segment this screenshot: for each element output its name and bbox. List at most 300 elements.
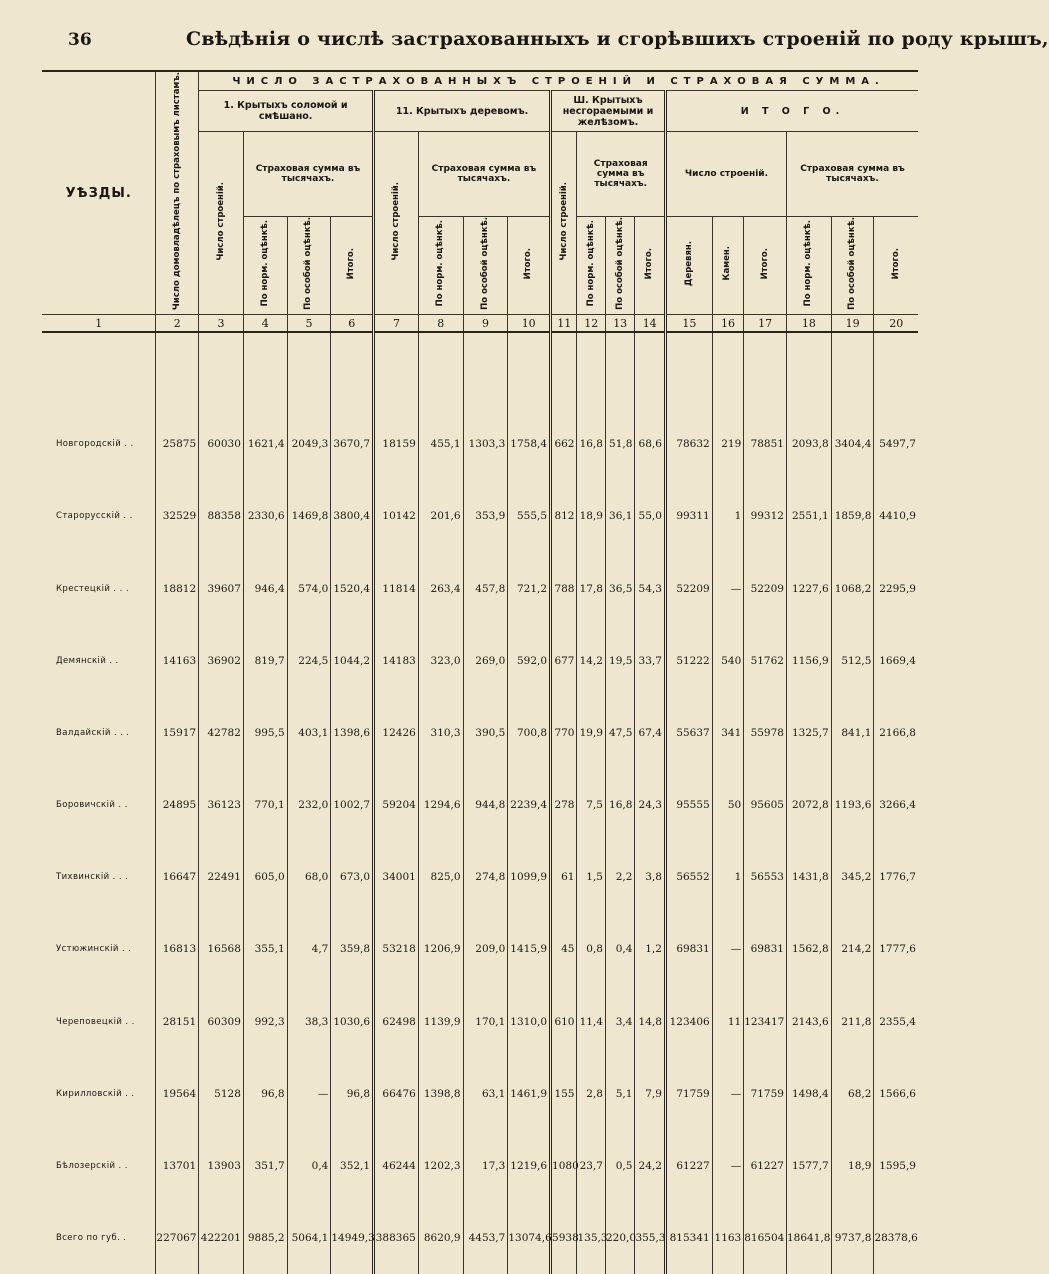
table-cell: 1206,9	[418, 913, 463, 985]
column-number: 10	[508, 315, 551, 333]
table-cell: 60030	[199, 408, 244, 480]
table-cell: 25875	[156, 408, 199, 480]
header-osob-2: По особой оцѣнкѣ.	[463, 217, 508, 315]
table-cell: 32529	[156, 480, 199, 552]
table-cell: 2143,6	[786, 986, 831, 1058]
table-cell: 50	[712, 769, 744, 841]
spacer-cell	[418, 332, 463, 408]
table-cell: 56552	[665, 841, 712, 913]
column-number: 15	[665, 315, 712, 333]
uezd-name: Череповецкій . .	[56, 1016, 135, 1027]
table-cell: 819,7	[243, 625, 287, 697]
spacer-cell	[635, 332, 666, 408]
column-number: 4	[243, 315, 287, 333]
table-cell: 1,2	[635, 913, 666, 985]
table-cell: 3800,4	[331, 480, 374, 552]
uezd-name: Кирилловскій . .	[56, 1088, 135, 1099]
table-cell: 17,8	[577, 552, 605, 624]
table-cell: 155	[551, 1058, 577, 1130]
table-cell: 2239,4	[508, 769, 551, 841]
table-cell: 1415,9	[508, 913, 551, 985]
header-norm-1: По норм. оцѣнкѣ.	[243, 217, 287, 315]
table-cell: 3404,4	[831, 408, 874, 480]
table-cell: 1202,3	[418, 1130, 463, 1202]
spacer-cell	[42, 332, 156, 408]
table-cell: 352,1	[331, 1130, 374, 1202]
table-cell: 1621,4	[243, 408, 287, 480]
table-cell: 55637	[665, 697, 712, 769]
table-cell: 1044,2	[331, 625, 374, 697]
header-norm-3: По норм. оцѣнкѣ.	[577, 217, 605, 315]
insured-buildings-table	[42, 70, 918, 1274]
table-cell: 53218	[374, 913, 419, 985]
page-title: Свѣдѣнія о числѣ застрахованныхъ и сгорѣвшихъ строеній по роду крышъ,	[186, 28, 1049, 50]
table-cell: 51222	[665, 625, 712, 697]
table-cell: —	[712, 913, 744, 985]
table-cell: 69831	[744, 913, 787, 985]
spacer-cell	[605, 332, 634, 408]
table-cell: 123417	[744, 986, 787, 1058]
table-cell: 56553	[744, 841, 787, 913]
table-cell: 45	[551, 913, 577, 985]
table-cell: 67,4	[635, 697, 666, 769]
table-cell: 11	[712, 986, 744, 1058]
table-cell: 33,7	[635, 625, 666, 697]
table-cell: 812	[551, 480, 577, 552]
table-cell: 1577,7	[786, 1130, 831, 1202]
table-cell: 351,7	[243, 1130, 287, 1202]
table-cell: 2551,1	[786, 480, 831, 552]
table-cell: 1099,9	[508, 841, 551, 913]
table-cell: 16,8	[605, 769, 634, 841]
table-cell: 96,8	[243, 1058, 287, 1130]
header-osob-3: По особой оцѣнкѣ.	[605, 217, 634, 315]
table-cell: 403,1	[287, 697, 331, 769]
table-cell: 1469,8	[287, 480, 331, 552]
table-cell: 345,2	[831, 841, 874, 913]
table-cell: 60309	[199, 986, 244, 1058]
table-cell: 219	[712, 408, 744, 480]
spacer-cell	[331, 332, 374, 408]
table-cell: 170,1	[463, 986, 508, 1058]
header-norm-total: По норм. оцѣнкѣ.	[786, 217, 831, 315]
table-cell: 42782	[199, 697, 244, 769]
header-group-iron: Ш. Крытыхъ несгораемыми и желѣзомъ.	[551, 91, 666, 132]
table-cell: 1219,6	[508, 1130, 551, 1202]
table-cell: 263,4	[418, 552, 463, 624]
header-chislo-2: Число строеній.	[374, 132, 419, 315]
spacer-cell	[744, 332, 787, 408]
table-cell: 19,9	[577, 697, 605, 769]
table-row	[42, 769, 918, 841]
table-cell: 388365	[374, 1202, 419, 1274]
table-cell: 123406	[665, 986, 712, 1058]
table-cell: 88358	[199, 480, 244, 552]
column-number: 6	[331, 315, 374, 333]
header-itogo-3: Итого.	[635, 217, 666, 315]
spacer-cell	[551, 332, 577, 408]
table-cell: 770	[551, 697, 577, 769]
header-summa-1: Страховая сумма въ тысячахъ.	[243, 132, 373, 217]
table-cell: 1859,8	[831, 480, 874, 552]
table-row	[42, 841, 918, 913]
spacer-cell	[786, 332, 831, 408]
table-row	[42, 625, 918, 697]
table-cell: 227067	[156, 1202, 199, 1274]
table-cell: 54,3	[635, 552, 666, 624]
table-cell: 555,5	[508, 480, 551, 552]
table-cell: 0,8	[577, 913, 605, 985]
table-cell: 22491	[199, 841, 244, 913]
table-cell: 341	[712, 697, 744, 769]
table-cell: —	[287, 1058, 331, 1130]
uezd-name: Крестецкій . . .	[56, 583, 129, 594]
header-itogo-1: Итого.	[331, 217, 374, 315]
table-cell: 46244	[374, 1130, 419, 1202]
table-cell: 1562,8	[786, 913, 831, 985]
uezd-name: Старорусскій . .	[56, 511, 133, 522]
table-cell: 5064,1	[287, 1202, 331, 1274]
table-cell: 1566,6	[874, 1058, 918, 1130]
spacer-cell	[874, 332, 918, 408]
table-cell: 2295,9	[874, 552, 918, 624]
column-number: 13	[605, 315, 634, 333]
table-cell: 1294,6	[418, 769, 463, 841]
table-cell: 1	[712, 841, 744, 913]
table-cell: 3,8	[635, 841, 666, 913]
table-cell: 323,0	[418, 625, 463, 697]
table-cell: 1310,0	[508, 986, 551, 1058]
table-row	[42, 697, 918, 769]
table-cell: 95605	[744, 769, 787, 841]
table-cell: 540	[712, 625, 744, 697]
table-cell: 99312	[744, 480, 787, 552]
uezd-name: Валдайскій . . .	[56, 727, 130, 738]
table-body	[42, 332, 918, 1274]
table-cell: 662	[551, 408, 577, 480]
spacer-cell	[156, 332, 199, 408]
table-cell: 355,3	[635, 1202, 666, 1274]
table-cell: 610	[551, 986, 577, 1058]
table-cell: 353,9	[463, 480, 508, 552]
table-cell: 574,0	[287, 552, 331, 624]
table-cell: 135,3	[577, 1202, 605, 1274]
column-number: 11	[551, 315, 577, 333]
column-number: 12	[577, 315, 605, 333]
table-cell: 59204	[374, 769, 419, 841]
table-cell: 2,8	[577, 1058, 605, 1130]
table-cell: 1595,9	[874, 1130, 918, 1202]
table-cell: 214,2	[831, 913, 874, 985]
table-cell: 63,1	[463, 1058, 508, 1130]
table-cell: 51762	[744, 625, 787, 697]
table-cell: 14,2	[577, 625, 605, 697]
table-cell: 28378,6	[874, 1202, 918, 1274]
uezd-name: Тихвинскій . . .	[56, 872, 129, 883]
uezd-name: Бѣлозерскій . .	[56, 1161, 128, 1172]
table-cell: 66476	[374, 1058, 419, 1130]
table-cell: 71759	[665, 1058, 712, 1130]
table-cell: 55,0	[635, 480, 666, 552]
table-cell: 0,4	[605, 913, 634, 985]
table-cell: 5,1	[605, 1058, 634, 1130]
table-cell: 224,5	[287, 625, 331, 697]
table-cell: 677	[551, 625, 577, 697]
table-cell: 18641,8	[786, 1202, 831, 1274]
table-cell: 36,1	[605, 480, 634, 552]
table-cell: 1193,6	[831, 769, 874, 841]
header-norm-2: По норм. оцѣнкѣ.	[418, 217, 463, 315]
table-cell: 15917	[156, 697, 199, 769]
table-cell: 2166,8	[874, 697, 918, 769]
table-cell: —	[712, 1130, 744, 1202]
table-cell: 5938	[551, 1202, 577, 1274]
spacer-cell	[508, 332, 551, 408]
table-cell: 0,4	[287, 1130, 331, 1202]
table-cell: 36123	[199, 769, 244, 841]
column-number: 18	[786, 315, 831, 333]
table-cell: 944,8	[463, 769, 508, 841]
table-cell: 816504	[744, 1202, 787, 1274]
table-cell: 14163	[156, 625, 199, 697]
table-cell: 788	[551, 552, 577, 624]
table-cell: 8620,9	[418, 1202, 463, 1274]
header-osob-total: По особой оцѣнкѣ.	[831, 217, 874, 315]
header-kamen: Камен.	[712, 217, 744, 315]
table-cell: 24895	[156, 769, 199, 841]
table-cell: 673,0	[331, 841, 374, 913]
table-cell: 841,1	[831, 697, 874, 769]
table-cell: 592,0	[508, 625, 551, 697]
table-cell: 68,6	[635, 408, 666, 480]
table-cell: 16,8	[577, 408, 605, 480]
table-cell: 1227,6	[786, 552, 831, 624]
table-cell: 14,8	[635, 986, 666, 1058]
table-cell: 1080	[551, 1130, 577, 1202]
table-cell: 78851	[744, 408, 787, 480]
table-cell: 457,8	[463, 552, 508, 624]
table-cell: 36902	[199, 625, 244, 697]
table-cell: 1398,8	[418, 1058, 463, 1130]
table-cell: 39607	[199, 552, 244, 624]
table-cell: 16568	[199, 913, 244, 985]
table-cell: 1163	[712, 1202, 744, 1274]
header-summa-total: Страховая сумма въ тысячахъ.	[786, 132, 918, 217]
table-cell: 61227	[665, 1130, 712, 1202]
table-cell: 2355,4	[874, 986, 918, 1058]
table-cell: 1139,9	[418, 986, 463, 1058]
table-cell: 78632	[665, 408, 712, 480]
table-cell: 9737,8	[831, 1202, 874, 1274]
table-cell: 12426	[374, 697, 419, 769]
column-number: 16	[712, 315, 744, 333]
table-row	[42, 913, 918, 985]
table-cell: 2049,3	[287, 408, 331, 480]
table-cell: 18,9	[831, 1130, 874, 1202]
table-cell: 1	[712, 480, 744, 552]
column-number: 1	[42, 315, 156, 333]
table-cell: 4410,9	[874, 480, 918, 552]
table-cell: 28151	[156, 986, 199, 1058]
table-cell: 71759	[744, 1058, 787, 1130]
header-uezdy: УѢЗДЫ.	[42, 71, 156, 315]
table-cell: 51,8	[605, 408, 634, 480]
uezd-name: Новгородскій . .	[56, 439, 134, 450]
table-cell: 201,6	[418, 480, 463, 552]
header-main-group: ЧИСЛО ЗАСТРАХОВАННЫХЪ СТРОЕНІЙ И СТРАХОВАЯ СУММА.	[199, 71, 918, 91]
table-cell: 455,1	[418, 408, 463, 480]
table-cell: 2093,8	[786, 408, 831, 480]
uezd-name: Боровичскій . .	[56, 800, 128, 811]
table-cell: 1002,7	[331, 769, 374, 841]
table-cell: 1398,6	[331, 697, 374, 769]
table-cell: 700,8	[508, 697, 551, 769]
table-cell: 16813	[156, 913, 199, 985]
table-cell: 18,9	[577, 480, 605, 552]
table-cell: 1431,8	[786, 841, 831, 913]
table-row	[42, 552, 918, 624]
uezd-name: Устюжинскій . .	[56, 944, 132, 955]
table-cell: 14183	[374, 625, 419, 697]
column-number: 7	[374, 315, 419, 333]
table-cell: 99311	[665, 480, 712, 552]
table-cell: 211,8	[831, 986, 874, 1058]
table-cell: 359,8	[331, 913, 374, 985]
uezd-name: Всего по губ. .	[56, 1233, 127, 1244]
table-cell: 17,3	[463, 1130, 508, 1202]
table-cell: —	[712, 1058, 744, 1130]
table-cell: 1068,2	[831, 552, 874, 624]
table-cell: 23,7	[577, 1130, 605, 1202]
table-cell: 4453,7	[463, 1202, 508, 1274]
header-summa-3: Страховая сумма въ тысячахъ.	[577, 132, 665, 217]
spacer-cell	[463, 332, 508, 408]
table-cell: 68,2	[831, 1058, 874, 1130]
table-cell: 1776,7	[874, 841, 918, 913]
table-cell: 2072,8	[786, 769, 831, 841]
header-itogo-count: Итого.	[744, 217, 787, 315]
spacer-cell	[665, 332, 712, 408]
column-number: 3	[199, 315, 244, 333]
table-row	[42, 1058, 918, 1130]
table-cell: 721,2	[508, 552, 551, 624]
table-cell: 0,5	[605, 1130, 634, 1202]
table-cell: 825,0	[418, 841, 463, 913]
table-cell: 38,3	[287, 986, 331, 1058]
header-group-straw: 1. Крытыхъ соломой и смѣшано.	[199, 91, 374, 132]
table-cell: 274,8	[463, 841, 508, 913]
table-row	[42, 480, 918, 552]
column-number: 17	[744, 315, 787, 333]
header-domovladeltsy: Число домовладѣлецъ по страховымъ листамъ.	[156, 71, 199, 315]
table-cell: 24,2	[635, 1130, 666, 1202]
header-osob-1: По особой оцѣнкѣ.	[287, 217, 331, 315]
table-cell: 5128	[199, 1058, 244, 1130]
table-cell: 10142	[374, 480, 419, 552]
header-derevyan: Деревян.	[665, 217, 712, 315]
table-row	[42, 1202, 918, 1274]
table-cell: 995,5	[243, 697, 287, 769]
uezd-name: Демянскій . .	[56, 655, 119, 666]
table-cell: 1030,6	[331, 986, 374, 1058]
table-cell: 4,7	[287, 913, 331, 985]
column-number: 5	[287, 315, 331, 333]
column-number: 8	[418, 315, 463, 333]
table-cell: 3,4	[605, 986, 634, 1058]
table-cell: 11,4	[577, 986, 605, 1058]
table-cell: 96,8	[331, 1058, 374, 1130]
table-cell: 13074,6	[508, 1202, 551, 1274]
table-cell: 770,1	[243, 769, 287, 841]
table-cell: 3266,4	[874, 769, 918, 841]
table-cell: 61227	[744, 1130, 787, 1202]
table-cell: 18812	[156, 552, 199, 624]
table-cell: 278	[551, 769, 577, 841]
spacer-cell	[374, 332, 419, 408]
table-row	[42, 1130, 918, 1202]
table-cell: 1498,4	[786, 1058, 831, 1130]
table-cell: 62498	[374, 986, 419, 1058]
table-cell: 269,0	[463, 625, 508, 697]
table-cell: 7,9	[635, 1058, 666, 1130]
column-number: 14	[635, 315, 666, 333]
table-cell: 2330,6	[243, 480, 287, 552]
table-cell: 1520,4	[331, 552, 374, 624]
table-cell: 1669,4	[874, 625, 918, 697]
header-chislo-total: Число строеній.	[665, 132, 786, 217]
spacer-cell	[199, 332, 244, 408]
header-summa-2: Страховая сумма въ тысячахъ.	[418, 132, 550, 217]
table-cell: 18159	[374, 408, 419, 480]
table-cell: 390,5	[463, 697, 508, 769]
table-cell: 512,5	[831, 625, 874, 697]
table-row	[42, 986, 918, 1058]
header-chislo-3: Число строеній.	[551, 132, 577, 315]
table-cell: 815341	[665, 1202, 712, 1274]
table-cell: 34001	[374, 841, 419, 913]
column-number: 9	[463, 315, 508, 333]
table-cell: 220,0	[605, 1202, 634, 1274]
table-cell: 47,5	[605, 697, 634, 769]
header-group-total: И Т О Г О.	[665, 91, 918, 132]
table-cell: 355,1	[243, 913, 287, 985]
table-cell: 52209	[665, 552, 712, 624]
table-cell: 13903	[199, 1130, 244, 1202]
column-number: 2	[156, 315, 199, 333]
table-cell: 95555	[665, 769, 712, 841]
header-chislo-1: Число строеній.	[199, 132, 244, 315]
spacer-cell	[831, 332, 874, 408]
table-cell: 68,0	[287, 841, 331, 913]
table-cell: 9885,2	[243, 1202, 287, 1274]
table-cell: 3670,7	[331, 408, 374, 480]
table-cell: 1777,6	[874, 913, 918, 985]
table-cell: —	[712, 552, 744, 624]
table-cell: 19,5	[605, 625, 634, 697]
table-cell: 52209	[744, 552, 787, 624]
header-group-wood: 11. Крытыхъ деревомъ.	[374, 91, 551, 132]
table-cell: 992,3	[243, 986, 287, 1058]
table-cell: 310,3	[418, 697, 463, 769]
table-cell: 1156,9	[786, 625, 831, 697]
header-itogo-2: Итого.	[508, 217, 551, 315]
table-cell: 232,0	[287, 769, 331, 841]
table-cell: 5497,7	[874, 408, 918, 480]
table-cell: 16647	[156, 841, 199, 913]
table-cell: 209,0	[463, 913, 508, 985]
table-cell: 1325,7	[786, 697, 831, 769]
table-cell: 1303,3	[463, 408, 508, 480]
